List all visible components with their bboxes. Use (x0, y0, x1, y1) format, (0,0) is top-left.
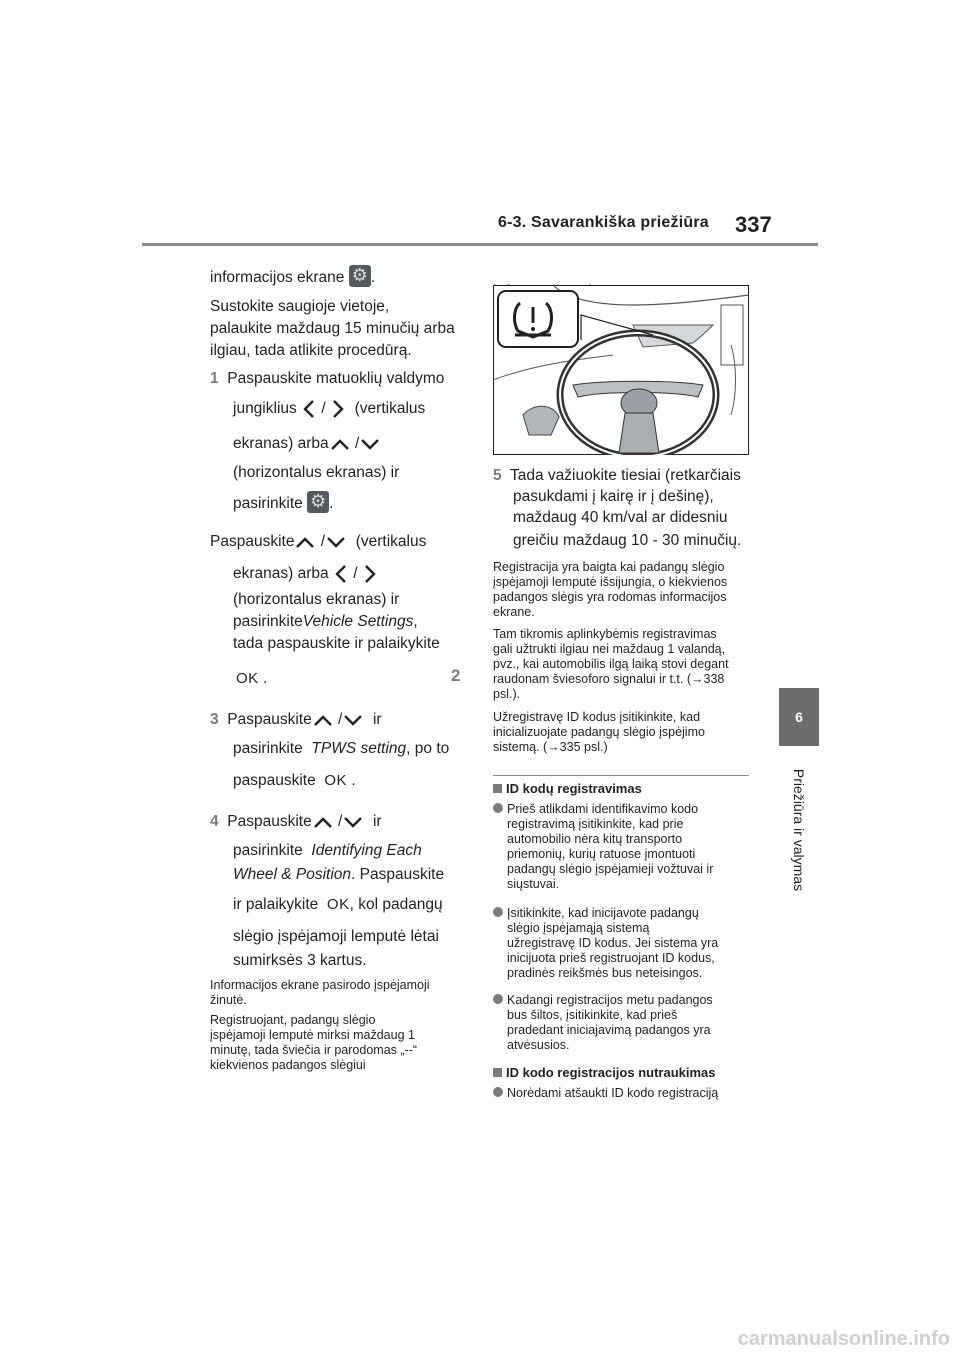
chevron-left-icon (301, 399, 317, 419)
page-number: 337 (735, 212, 772, 237)
ok-button-symbol: OK (326, 896, 350, 913)
step-2-line-c: (horizontalus ekranas) ir (233, 591, 400, 608)
chevron-up-icon (329, 437, 351, 451)
heading-id-cancel: ID kodo registracijos nutraukimas (493, 1065, 716, 1080)
left-note-1: Informacijos ekrane pasirodo įspėjamoji žinutė. (210, 978, 430, 1007)
chevron-down-icon (359, 437, 381, 451)
watermark: carmanualsonline.info (737, 1328, 950, 1350)
chapter-label: Priežiūra ir valymas (791, 768, 807, 892)
left-note-2: Registruojant, padangų slėgio įspėjamoji lemputė mirksi maždaug 1 minutę, tada šviečia ir parodomas „--“ kiekvienos padangos slėgiui (210, 1013, 418, 1072)
bullet-icon (493, 907, 503, 917)
ok-button-symbol: OK (324, 772, 348, 789)
bullet-icon (493, 994, 503, 1004)
bullet-icon (493, 1087, 503, 1097)
chapter-tab: 6 (779, 688, 819, 746)
section-divider (493, 775, 749, 776)
left-paragraph-2: Sustokite saugioje vietoje, palaukite maždaug 15 minučių arba ilgiau, tada atlikite procedūrą. (210, 298, 455, 359)
step-2-line-a: Paspauskite / (vertikalus (210, 533, 427, 550)
settings-gear-icon (349, 265, 371, 287)
chevron-right-icon (362, 564, 378, 584)
bullet-3: Kadangi registracijos metu padangos bus šiltos, įsitikinkite, kad prieš pradedant iniciajavimą padangos yra atvėsusios. (493, 993, 713, 1053)
heading-square-icon (493, 1068, 502, 1077)
step-2-line-f: OK . (236, 670, 268, 687)
step-1: 1 Paspauskite matuoklių valdymo (210, 370, 445, 387)
step-4-line-c: Wheel & Position. Paspauskite (233, 866, 445, 883)
step-3-line-c: paspauskite OK . (233, 772, 356, 789)
step-3: 3 Paspauskite / ir (210, 711, 382, 728)
step-5-line-3: maždaug 40 km/val ar didesniu (513, 509, 728, 526)
chevron-right-icon (330, 399, 346, 419)
bullet-icon (493, 803, 503, 813)
step-1-line-d: (horizontalus ekranas) ir (233, 464, 400, 481)
section-title: 6-3. Savarankiška priežiūra (498, 214, 709, 231)
step-5: 5 Tada važiuokite tiesiai (retkarčiais (493, 467, 741, 484)
step-1-line-c: ekranas) arba / (233, 433, 381, 455)
chevron-down-icon (342, 815, 364, 829)
chevron-up-icon (312, 815, 334, 829)
right-note-3: Užregistravę ID kodus įsitikinkite, kad inicializuojate padangų slėgio įspėjimo sistemą. (→335 psl.) (493, 710, 705, 754)
step-1-line-b: jungiklius / (vertikalus (233, 400, 426, 417)
left-line-1: informacijos ekrane ⚙ . (210, 265, 375, 289)
ok-button-symbol: OK (236, 670, 259, 687)
step-1-line-e: pasirinkite ⚙ . (233, 491, 333, 515)
step-5-line-2: pasukdami į kairę ir į dešinę), (513, 488, 714, 505)
step-2-line-d: pasirinkiteVehicle Settings, (233, 613, 418, 630)
bullet-2: Įsitikinkite, kad inicijavote padangų slėgio įspėjamąją sistemą užregistravę ID kodus. Jei sistema yra inicijuota prieš registruojant ID kodus, pradinės reikšmės bus neteisingos. (493, 906, 718, 981)
header-rule (142, 243, 818, 246)
tpws-dashboard-illustration (493, 285, 749, 455)
settings-gear-icon (307, 491, 329, 513)
chevron-down-icon (342, 713, 364, 727)
bullet-1: Prieš atlikdami identifikavimo kodo registravimą įsitikinkite, kad prie automobilio nėra kitų transporto priemonių, kurių ratuose įmontuoti padangų slėgio įspėjamieji vožtuvai ir siųstuvai. (493, 802, 713, 892)
step-4-line-e: slėgio įspėjamoji lemputė lėtai (233, 928, 439, 945)
right-note-2: Tam tikromis aplinkybėmis registravimas gali užtrukti ilgiau nei maždaug 1 valandą, pvz., kai automobilis ilgą laiką stovi degant raudonam šviesoforo signalui ir t.t. (→338 psl.). (493, 627, 729, 701)
step-4: 4 Paspauskite / ir (210, 813, 382, 830)
margin-step-number: 2 (451, 666, 461, 685)
step-2-line-e: tada paspauskite ir palaikykite (233, 635, 440, 652)
chevron-up-icon (312, 713, 334, 727)
chevron-left-icon (333, 564, 349, 584)
step-2-line-b: ekranas) arba / (233, 563, 378, 585)
right-note-1: Registracija yra baigta kai padangų slėgio įspėjamoji lemputė išsijungia, o kiekvienos padangos slėgis yra rodomas informacijos ekrane. (493, 560, 728, 619)
heading-id-registration: ID kodų registravimas (493, 781, 642, 796)
bullet-4: Norėdami atšaukti ID kodo registraciją (493, 1086, 718, 1101)
step-4-line-d: ir palaikykite OK, kol padangų (233, 896, 443, 913)
step-5-line-4: greičiu maždaug 10 - 30 minučių. (513, 532, 742, 549)
step-4-line-b: pasirinkite Identifying Each (233, 842, 422, 859)
heading-square-icon (493, 784, 502, 793)
chevron-up-icon (294, 535, 316, 549)
chevron-down-icon (325, 535, 347, 549)
step-3-line-b: pasirinkite TPWS setting, po to (233, 740, 450, 757)
step-4-line-f: sumirksės 3 kartus. (233, 952, 367, 969)
